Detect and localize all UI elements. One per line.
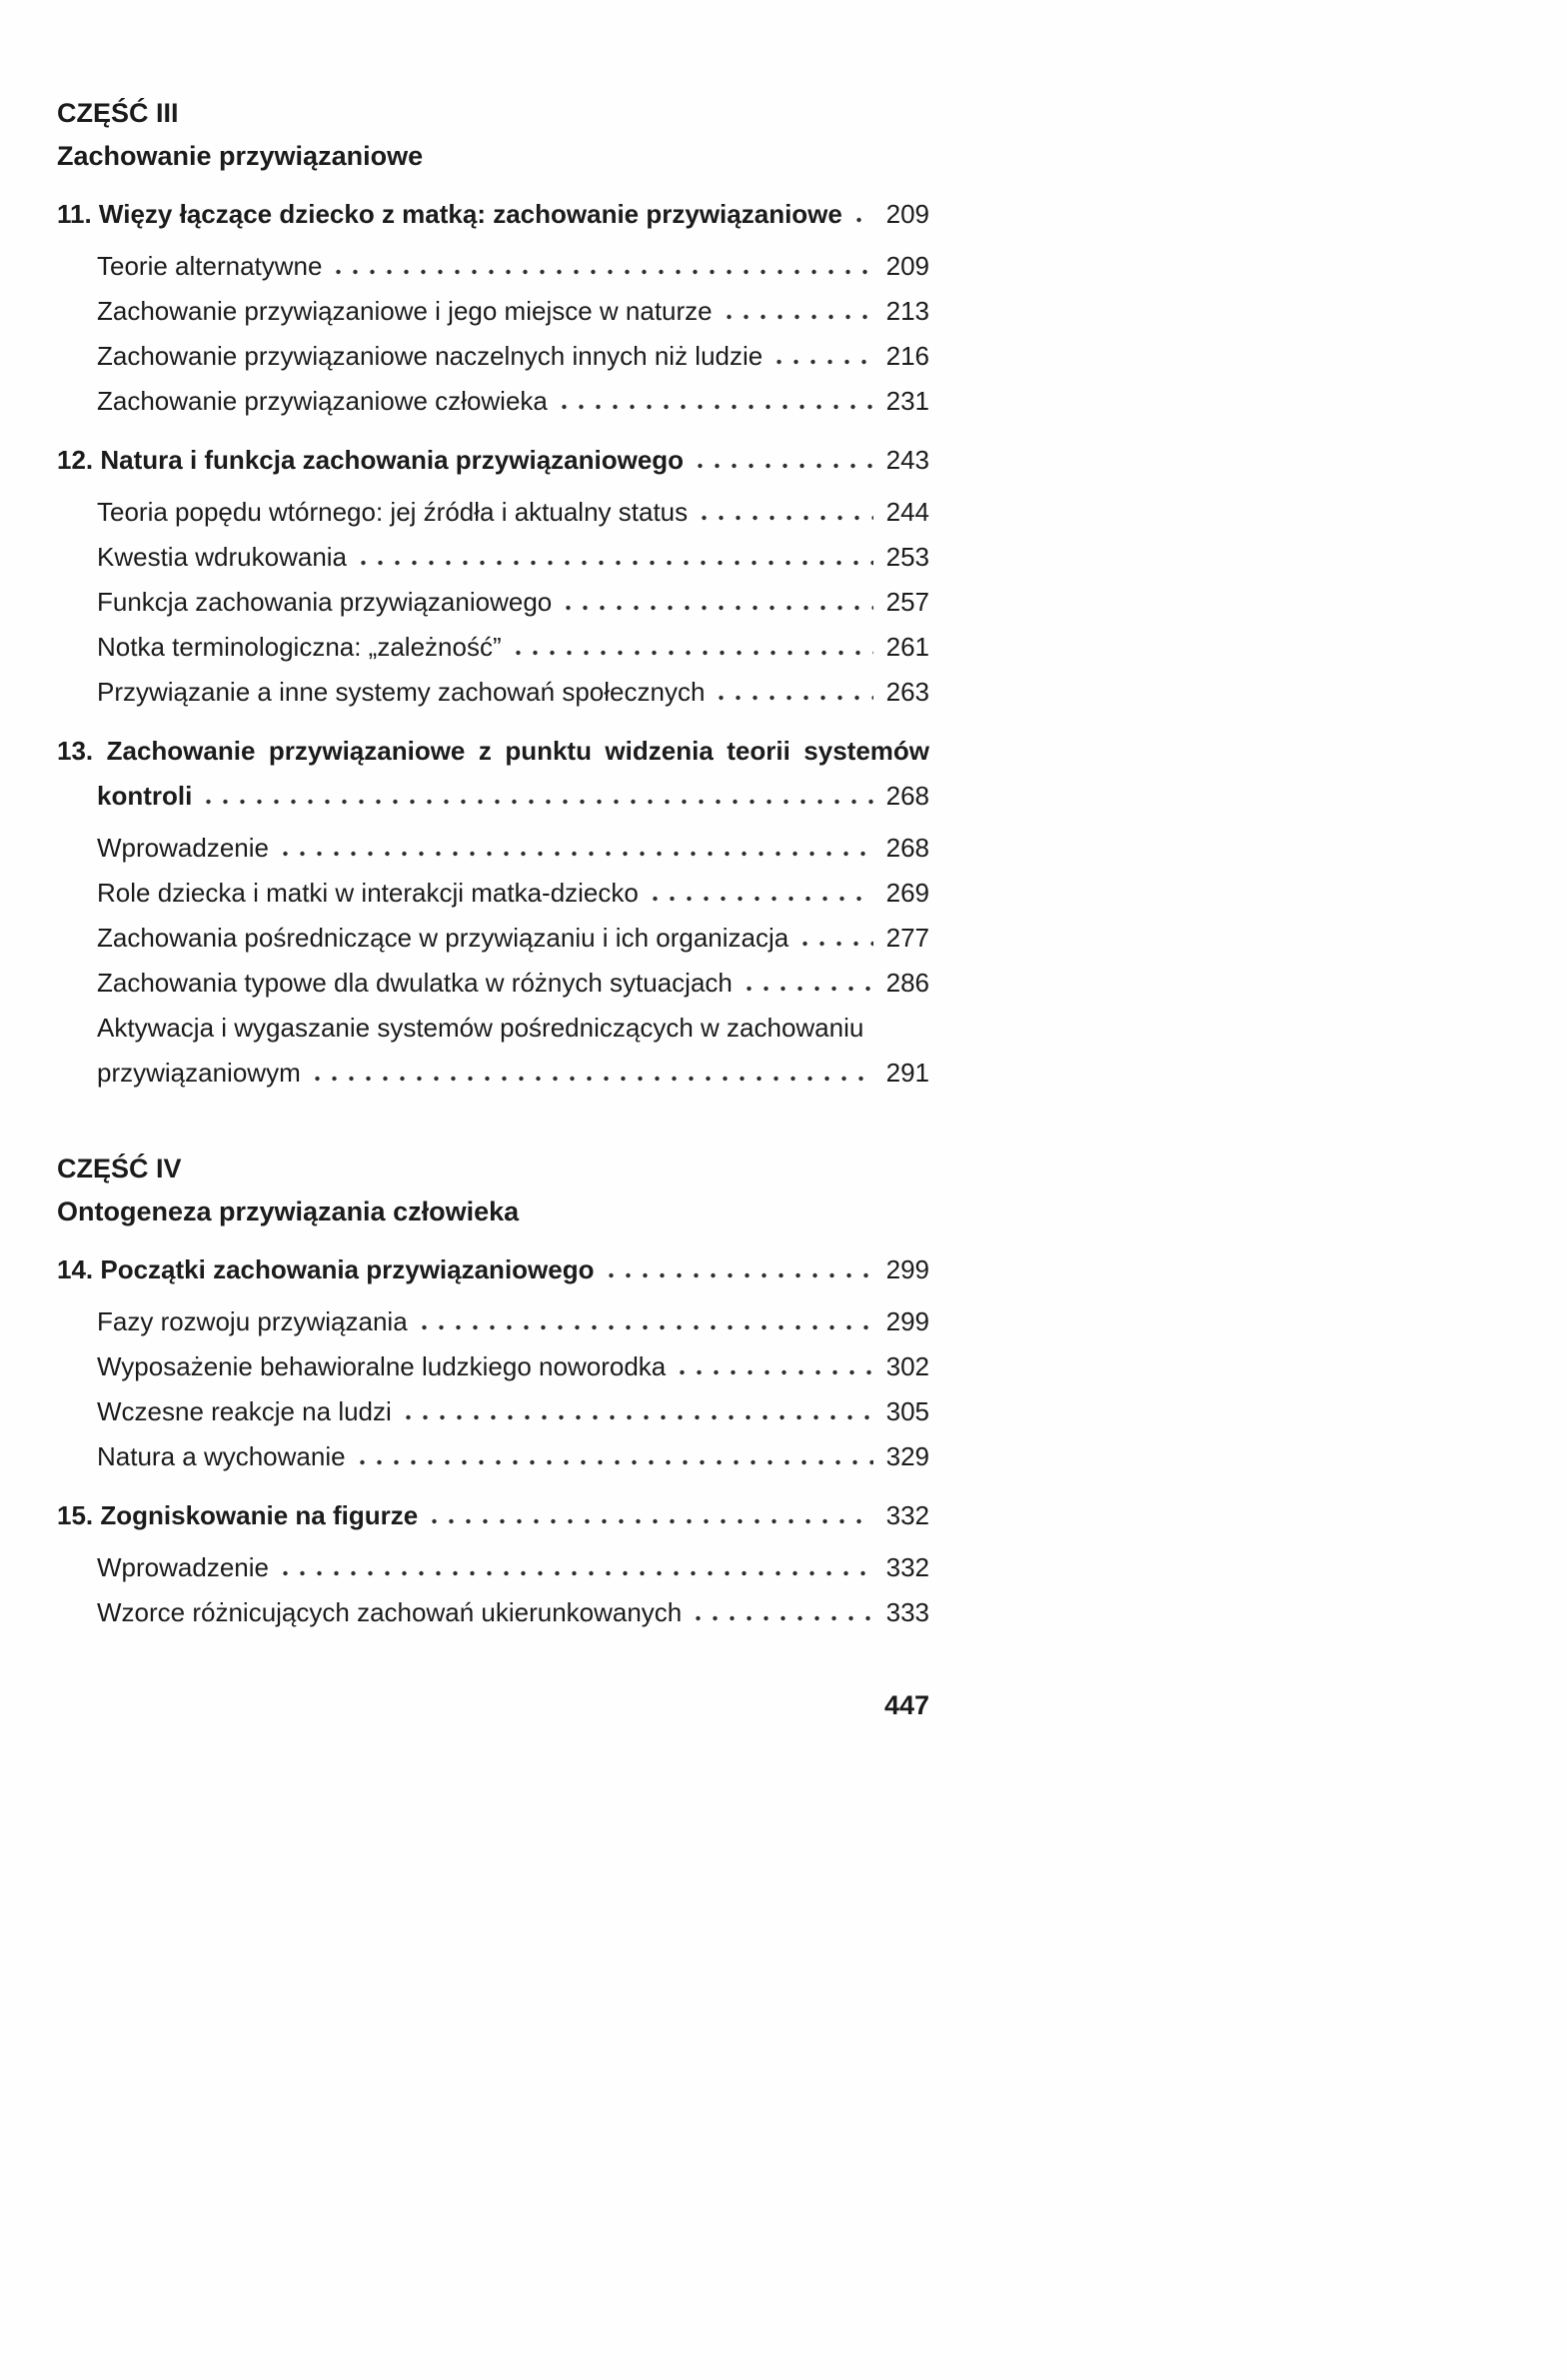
dot-leader	[721, 289, 873, 334]
dot-leader	[713, 670, 873, 715]
entry-page-number: 209	[885, 251, 929, 281]
dot-leader	[692, 438, 873, 483]
entry-page-number: 253	[885, 542, 929, 572]
chapter-entries	[57, 490, 929, 715]
dot-leader	[696, 490, 873, 535]
entry-title-line: Aktywacja i wygaszanie systemów pośredniczących w zachowaniu	[97, 1013, 864, 1043]
dot-leader	[510, 625, 873, 670]
part-label: CZĘŚĆ IV	[57, 1154, 182, 1184]
toc-entry	[97, 1299, 929, 1344]
dot-leader	[771, 334, 873, 379]
entry-page-number: 329	[885, 1441, 929, 1471]
toc-entry	[97, 334, 929, 379]
part-title: Zachowanie przywiązaniowe	[57, 141, 424, 171]
toc-entry	[97, 1051, 929, 1096]
chapter-group	[57, 192, 929, 424]
toc-entry	[97, 1434, 929, 1479]
part-title: Ontogeneza przywiązania człowieka	[57, 1196, 520, 1226]
chapter-title: 12. Natura i funkcja zachowania przywiązaniowego	[57, 445, 685, 475]
entry-page-number: 268	[885, 833, 929, 863]
dot-leader	[647, 871, 873, 916]
chapter-entries	[57, 1545, 929, 1635]
chapter-entry	[57, 192, 929, 237]
dot-leader	[426, 1493, 873, 1538]
dot-leader	[400, 1389, 873, 1434]
entry-page-number: 291	[885, 1058, 929, 1088]
chapter-title: 15. Zogniskowanie na figurze	[57, 1500, 419, 1530]
entry-title: Zachowanie przywiązaniowe naczelnych innych niż ludzie	[97, 341, 764, 371]
dot-leader	[355, 535, 873, 580]
chapter-page-number: 299	[885, 1254, 929, 1284]
toc-entry	[97, 826, 929, 871]
toc-part	[57, 92, 929, 1096]
entry-title: Przywiązanie a inne systemy zachowań społecznych	[97, 677, 706, 707]
toc-entry	[97, 1344, 929, 1389]
toc-entry	[97, 580, 929, 625]
entry-page-number: 244	[885, 497, 929, 527]
chapter-title: kontroli	[97, 781, 193, 811]
entry-title: Zachowania pośredniczące w przywiązaniu i ich organizacja	[97, 923, 789, 953]
toc-entry	[97, 490, 929, 535]
chapter-entry	[97, 774, 929, 819]
toc-entry	[97, 1545, 929, 1590]
entry-page-number: 261	[885, 632, 929, 662]
toc-entry	[97, 535, 929, 580]
dot-leader	[603, 1247, 874, 1292]
dot-leader	[277, 1545, 873, 1590]
chapter-entries	[57, 826, 929, 1096]
dot-leader	[741, 961, 873, 1006]
toc-entry	[97, 379, 929, 424]
chapter-page-number: 268	[885, 781, 929, 811]
entry-page-number: 332	[885, 1552, 929, 1582]
chapter-entries	[57, 244, 929, 424]
entry-page-number: 269	[885, 878, 929, 908]
entry-title: Fazy rozwoju przywiązania	[97, 1306, 408, 1336]
chapter-page-number: 243	[885, 445, 929, 475]
entry-page-number: 216	[885, 341, 929, 371]
entry-title: Natura a wychowanie	[97, 1441, 346, 1471]
entry-title: Zachowanie przywiązaniowe człowieka	[97, 386, 548, 416]
entry-title: Zachowania typowe dla dwulatka w różnych sytuacjach	[97, 968, 733, 998]
chapter-group	[57, 729, 929, 1096]
entry-page-number: 231	[885, 386, 929, 416]
table-of-contents	[57, 92, 929, 1635]
part-heading	[57, 1148, 929, 1233]
entry-title: Wyposażenie behawioralne ludzkiego noworodka	[97, 1351, 667, 1381]
entry-title: Zachowanie przywiązaniowe i jego miejsce w naturze	[97, 296, 713, 326]
entry-title: przywiązaniowym	[97, 1058, 301, 1088]
entry-title: Role dziecka i matki w interakcji matka-dziecko	[97, 878, 639, 908]
chapter-title: 14. Początki zachowania przywiązaniowego	[57, 1254, 595, 1284]
chapter-group	[57, 1247, 929, 1479]
chapter-group	[57, 438, 929, 715]
entry-title: Wprowadzenie	[97, 833, 269, 863]
chapter-title: 11. Więzy łączące dziecko z matką: zachowanie przywiązaniowe	[57, 199, 842, 229]
toc-entry	[97, 1389, 929, 1434]
entry-title: Teorie alternatywne	[97, 251, 323, 281]
entry-page-number: 299	[885, 1306, 929, 1336]
dot-leader	[850, 192, 873, 237]
dot-leader	[556, 379, 873, 424]
toc-entry	[97, 961, 929, 1006]
entry-title: Wprowadzenie	[97, 1552, 269, 1582]
chapter-page-number: 332	[885, 1500, 929, 1530]
part-heading	[57, 92, 929, 178]
entry-page-number: 263	[885, 677, 929, 707]
dot-leader	[354, 1434, 873, 1479]
toc-entry	[97, 871, 929, 916]
toc-entry	[97, 289, 929, 334]
entry-page-number: 286	[885, 968, 929, 998]
entry-page-number: 257	[885, 587, 929, 617]
dot-leader	[309, 1051, 873, 1096]
entry-page-number: 213	[885, 296, 929, 326]
dot-leader	[277, 826, 873, 871]
page-content	[57, 92, 929, 1728]
chapter-entry	[57, 1493, 929, 1538]
chapter-page-number: 209	[885, 199, 929, 229]
chapter-entry	[57, 438, 929, 483]
entry-title: Kwestia wdrukowania	[97, 542, 348, 572]
dot-leader	[200, 774, 873, 819]
entry-title: Wzorce różnicujących zachowań ukierunkowanych	[97, 1597, 683, 1627]
page-number: 447	[883, 1690, 929, 1720]
entry-page-number: 302	[885, 1351, 929, 1381]
toc-entry	[97, 670, 929, 715]
chapter-entry	[57, 1247, 929, 1292]
dot-leader	[796, 916, 873, 961]
entry-title: Teoria popędu wtórnego: jej źródła i aktualny status	[97, 497, 689, 527]
entry-title: Wczesne reakcje na ludzi	[97, 1396, 392, 1426]
entry-page-number: 305	[885, 1396, 929, 1426]
chapter-group	[57, 1493, 929, 1635]
chapter-entries	[57, 1299, 929, 1479]
entry-title: Notka terminologiczna: „zależność”	[97, 632, 502, 662]
entry-title: Funkcja zachowania przywiązaniowego	[97, 587, 553, 617]
toc-entry	[97, 625, 929, 670]
toc-entry	[97, 916, 929, 961]
part-label: CZĘŚĆ III	[57, 98, 179, 128]
entry-page-number: 333	[885, 1597, 929, 1627]
toc-entry	[97, 1590, 929, 1635]
toc-part	[57, 1148, 929, 1635]
dot-leader	[330, 244, 873, 289]
chapter-title-line: 13. Zachowanie przywiązaniowe z punktu widzenia teorii systemów	[57, 736, 929, 766]
dot-leader	[674, 1344, 873, 1389]
dot-leader	[416, 1299, 873, 1344]
dot-leader	[560, 580, 873, 625]
dot-leader	[690, 1590, 873, 1635]
entry-page-number: 277	[885, 923, 929, 953]
toc-entry	[97, 244, 929, 289]
